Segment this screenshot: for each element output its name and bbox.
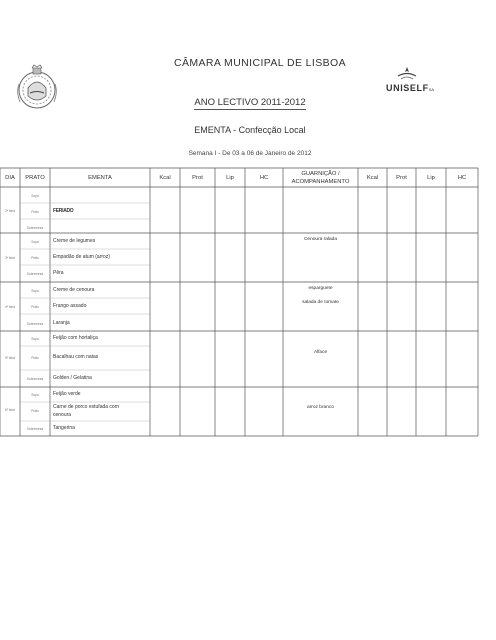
header-hc-2: HC	[457, 175, 467, 181]
course-label-prato: Prato	[31, 210, 39, 214]
dish-prato: FERIADO	[53, 208, 74, 214]
dish-prato: Carne de porco estufada com	[53, 404, 119, 410]
dish-prato: Frango assado	[53, 303, 87, 309]
garnish: Alface	[313, 350, 328, 355]
school-year-text: ANO LECTIVO 2011-2012	[194, 97, 306, 108]
dish-prato-continued: cenoura	[53, 412, 72, 418]
uniself-wordmark	[386, 83, 434, 93]
course-label-prato: Prato	[31, 409, 39, 413]
garnish: esparguete	[308, 286, 333, 291]
header-guarnicao: GUARNIÇÃO / ACOMPANHAMENTO	[291, 171, 350, 185]
course-label-sobremesa: Sobremesa	[26, 272, 44, 276]
institution-title: CÂMARA MUNICIPAL DE LISBOA	[173, 57, 347, 69]
header-ementa: EMENTA	[88, 175, 112, 181]
dish-sopa: Feijão com hortaliça	[53, 335, 98, 341]
header-lip: Lip	[226, 175, 234, 181]
course-label-prato: Prato	[31, 305, 39, 309]
course-label-sobremesa: Sobremesa	[26, 427, 44, 431]
brand-name: UNISELF	[386, 83, 429, 93]
course-label-sopa: Sopa	[31, 240, 39, 244]
lisbon-crest-logo	[14, 62, 60, 114]
day-label: 2ª feira	[4, 209, 16, 213]
header-prot: Prot	[192, 175, 203, 181]
course-label-sobremesa: Sobremesa	[26, 322, 44, 326]
uniself-mark-icon	[396, 66, 418, 80]
dish-sobremesa: Tangerina	[53, 425, 75, 431]
course-label-sobremesa: Sobremesa	[26, 226, 44, 230]
course-label-prato: Prato	[31, 356, 39, 360]
day-label: 5ª feira	[4, 356, 16, 360]
course-label-sopa: Sopa	[31, 393, 39, 397]
garnish: Cenoura ralada	[303, 237, 338, 242]
header-kcal-2: Kcal	[366, 175, 379, 181]
header-hc: HC	[259, 175, 269, 181]
week-range: Semana I - De 03 a 06 de Janeiro de 2012	[188, 150, 312, 157]
dish-sopa: Feijão verde	[53, 391, 81, 397]
course-label-sobremesa: Sobremesa	[26, 377, 44, 381]
course-label-sopa: Sopa	[31, 289, 39, 293]
dish-sopa: Creme de legumes	[53, 238, 96, 244]
day-label: 6ª feira	[4, 408, 16, 412]
course-label-sopa: Sopa	[31, 337, 39, 341]
dish-prato: Bacalhau com natas	[53, 354, 99, 360]
dish-sobremesa: Pêra	[53, 270, 64, 276]
header-prot-2: Prot	[396, 175, 407, 181]
uniself-logo	[386, 66, 466, 96]
header-lip-2: Lip	[427, 175, 435, 181]
dish-sobremesa: Laranja	[53, 320, 70, 326]
brand-suffix: SA	[428, 87, 435, 92]
course-label-prato: Prato	[31, 256, 39, 260]
school-year	[130, 97, 370, 108]
garnish: salada de tomate	[302, 300, 339, 305]
header-kcal: Kcal	[159, 175, 171, 181]
course-label-sopa: Sopa	[31, 194, 39, 198]
header-prato: PRATO	[25, 175, 45, 181]
menu-title: EMENTA - Confecção Local	[194, 125, 306, 135]
header-dia: DIA	[5, 175, 15, 181]
garnish: arroz branco	[307, 405, 334, 410]
day-label: 3ª feira	[4, 256, 16, 260]
dish-sobremesa: Golden / Gelatina	[53, 375, 92, 381]
dish-sopa: Creme de cenoura	[53, 287, 95, 293]
day-label: 4ª feira	[4, 305, 16, 309]
dish-prato: Empadão de atum (arroz)	[53, 254, 110, 260]
